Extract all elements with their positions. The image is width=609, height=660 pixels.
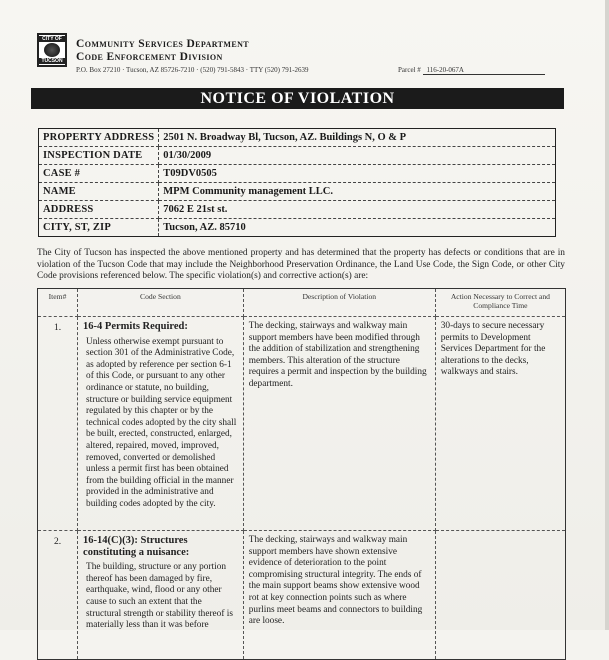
info-label: INSPECTION DATE — [39, 147, 159, 165]
seal-emblem-icon — [44, 43, 60, 57]
code-section-cell — [78, 531, 244, 660]
item-cell — [38, 531, 78, 660]
property-info-table — [38, 128, 556, 237]
code-section-title: 16-14(C)(3): Structures constituting a nuisance: — [83, 535, 190, 558]
parcel-label: Parcel # — [398, 66, 421, 74]
info-value: Tucson, AZ. 85710 — [159, 219, 556, 237]
item-cell — [38, 317, 78, 531]
info-value: 01/30/2009 — [159, 147, 556, 165]
contact-line: P.O. Box 27210 · Tucson, AZ 85726-7210 · (520) 791-5843 · TTY (520) 791-2639 — [76, 66, 309, 74]
code-section-text: The building, structure or any portion thereof has been damaged by fire, earthquake, wind, flood or any other cause to such an extent that the structural strength or stability thereof is materially less than it was before — [86, 562, 233, 631]
violations-table — [37, 288, 566, 660]
info-label: NAME — [39, 183, 159, 201]
header-code-section: Code Section — [78, 289, 244, 317]
item-number: 1. — [53, 323, 62, 333]
info-value: T09DV0505 — [159, 165, 556, 183]
parcel-value: 116-20-067A — [423, 66, 545, 75]
department-name: Community Services Department — [76, 38, 249, 50]
division-name: Code Enforcement Division — [76, 51, 223, 63]
info-row — [39, 129, 556, 147]
notice-title: NOTICE OF VIOLATION — [31, 88, 564, 109]
info-label: CITY, ST, ZIP — [39, 219, 159, 237]
item-number: 2. — [53, 537, 62, 547]
info-value: 2501 N. Broadway Bl, Tucson, AZ. Buildings N, O & P — [159, 129, 556, 147]
info-label: CASE # — [39, 165, 159, 183]
seal-bottom-text: TUCSON — [39, 58, 65, 64]
header-description: Description of Violation — [243, 289, 435, 317]
department-heading — [76, 38, 249, 64]
violation-description: The decking, stairways and walkway main support members have been modified through the addition of stabilization and strengthening members. This alteration of the structure requires a permit and inspection by the building department. — [243, 317, 435, 531]
corrective-action: 30-days to secure necessary permits to Development Services Department for the alterations to the decks, walkways and stairs. — [435, 317, 565, 531]
info-row — [39, 201, 556, 219]
violations-header-row — [38, 289, 566, 317]
info-value: MPM Community management LLC. — [159, 183, 556, 201]
info-row — [39, 219, 556, 237]
info-row — [39, 165, 556, 183]
code-section-title: 16-4 Permits Required: — [83, 321, 188, 332]
seal-top-text: CITY OF — [39, 36, 65, 42]
header-item: Item# — [38, 289, 78, 317]
table-row — [38, 531, 566, 660]
violation-description: The decking, stairways and walkway main support members have shown extensive evidence of deterioration to the point compromising structural integrity. The ends of the main support beams show extensive wood rot at key connection points such as where purlins meet beams and connectors to building are loose. — [243, 531, 435, 660]
table-row — [38, 317, 566, 531]
city-seal-logo — [37, 33, 67, 67]
parcel-field — [398, 66, 545, 75]
corrective-action — [435, 531, 565, 660]
info-row — [39, 147, 556, 165]
page-edge — [605, 0, 609, 630]
info-row — [39, 183, 556, 201]
info-label: ADDRESS — [39, 201, 159, 219]
info-label: PROPERTY ADDRESS — [39, 129, 159, 147]
header-action: Action Necessary to Correct and Compliance Time — [435, 289, 565, 317]
code-section-cell — [78, 317, 244, 531]
info-value: 7062 E 21st st. — [159, 201, 556, 219]
intro-paragraph: The City of Tucson has inspected the above mentioned property and has determined that the property has defects or conditions that are in violation of the Tucson Code that may include the Neighborhood Preservation Ordinance, the Land Use Code, the Sign Code, or other City Code provisions referenced below. The specific violation(s) and corrective action(s) are: — [37, 248, 565, 282]
code-section-text: Unless otherwise exempt pursuant to section 301 of the Administrative Code, as adopted by reference per section 6-1 of this Code, or pursuant to any other ordinance or statute, no building, structure or building service equipment regulated by this chapter or by the technical codes adopted by the city shall be built, erected, constructed, enlarged, altered, repaired, moved, improved, removed, converted or demolished unless a permit first has been obtained from the building official in the manner provided in the administrative and building codes adopted by the city. — [86, 336, 237, 509]
